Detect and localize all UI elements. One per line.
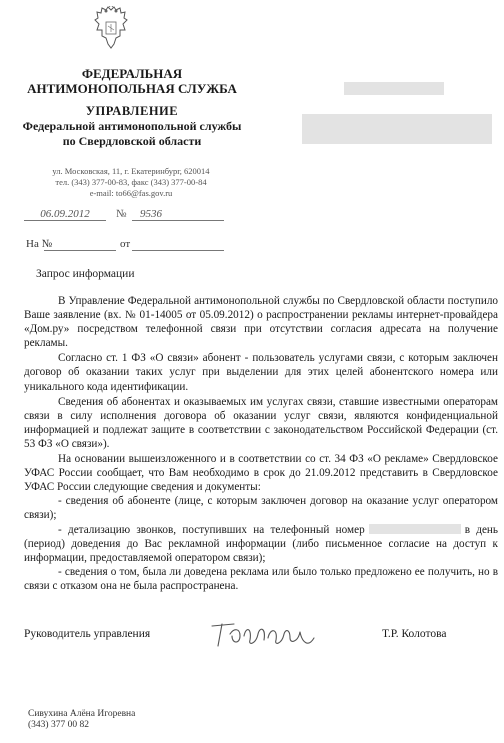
letter-body: [24, 294, 498, 593]
department-name-line1: Федеральной антимонопольной службы: [22, 119, 242, 133]
reference-date-blank: [132, 238, 224, 251]
request-item-call-details-end: в день (период) доведения до Вас рекламной информации (либо письменное согласие на доступ к информации, предоставляемой оператором связи);: [24, 523, 499, 564]
redacted-recipient-name: [344, 82, 444, 95]
request-item-advertising-info: - сведения о том, была ли доведена реклама или было только предложено ее получить, но в связи с отказом она не была распространена.: [24, 565, 498, 592]
request-item-call-details-start: - детализацию звонков, поступивших на телефонный номер: [58, 523, 365, 536]
letter-subject: Запрос информации: [36, 268, 135, 280]
agency-name-line2: АНТИМОНОПОЛЬНАЯ СЛУЖБА: [27, 81, 237, 96]
signatory-name: Т.Р. Колотова: [382, 628, 447, 640]
outgoing-number-label: №: [116, 208, 127, 220]
email-line: e-mail: to66@fas.gov.ru: [89, 188, 173, 198]
redacted-recipient-address: [302, 114, 492, 144]
redacted-phone-number: [369, 524, 461, 534]
reference-date-label: от: [120, 238, 131, 250]
outgoing-date: 06.09.2012: [24, 208, 106, 221]
reference-number-label: На №: [26, 238, 53, 250]
agency-name-line1: ФЕДЕРАЛЬНАЯ: [81, 66, 183, 81]
executor-name: Сивухина Алёна Игоревна: [28, 709, 136, 719]
signatory-title: Руководитель управления: [24, 628, 151, 640]
phone-fax-line: тел. (343) 377-00-83, факс (343) 377-00-84: [55, 177, 207, 187]
executor-phone: (343) 377 00 82: [28, 720, 89, 730]
outgoing-number: 9536: [132, 208, 224, 221]
department-title: УПРАВЛЕНИЕ: [85, 104, 179, 118]
address-line: ул. Московская, 11, г. Екатеринбург, 620014: [52, 166, 210, 176]
body-paragraph-confidentiality: Сведения об абонентах и оказываемых им услугах связи, ставшие известными операторам связи в силу исполнения договора об оказании услуг связи, являются конфиденциальной информацией и подлежат защите в соответствии с законодательством Российской Федерации (ст. 53 ФЗ «О связи»).: [24, 395, 498, 450]
request-item-call-details: [24, 523, 498, 565]
body-paragraph-complaint: В Управление Федеральной антимонопольной службы по Свердловской области поступило Ваше заявление (вх. № 01-14005 от 05.09.2012) о распространении рекламы интернет-провайдера «Дом.ру» посредством телефонной связи при отсутствии согласия адресата на получение рекламы.: [24, 295, 498, 350]
body-paragraph-request: На основании вышеизложенного и в соответствии со ст. 34 ФЗ «О рекламе» Свердловское УФАС России сообщает, что Вам необходимо в срок до 21.09.2012 представить в Свердловское УФАС России следующие сведения и документы:: [24, 453, 498, 494]
department-name-line2: по Свердловской области: [62, 134, 202, 148]
handwritten-signature: [204, 614, 324, 654]
reference-number-blank: [44, 238, 116, 251]
request-item-subscriber-info: - сведения об абоненте (лице, с которым заключен договор на оказание услуг оператором связи);: [24, 495, 498, 522]
coat-of-arms-emblem: [94, 6, 128, 50]
body-paragraph-subscriber-definition: Согласно ст. 1 ФЗ «О связи» абонент - пользователь услугами связи, с которым заключен договор об оказании таких услуг при выделении для этих целей абонентского номера или уникального кода идентификации.: [24, 352, 498, 393]
